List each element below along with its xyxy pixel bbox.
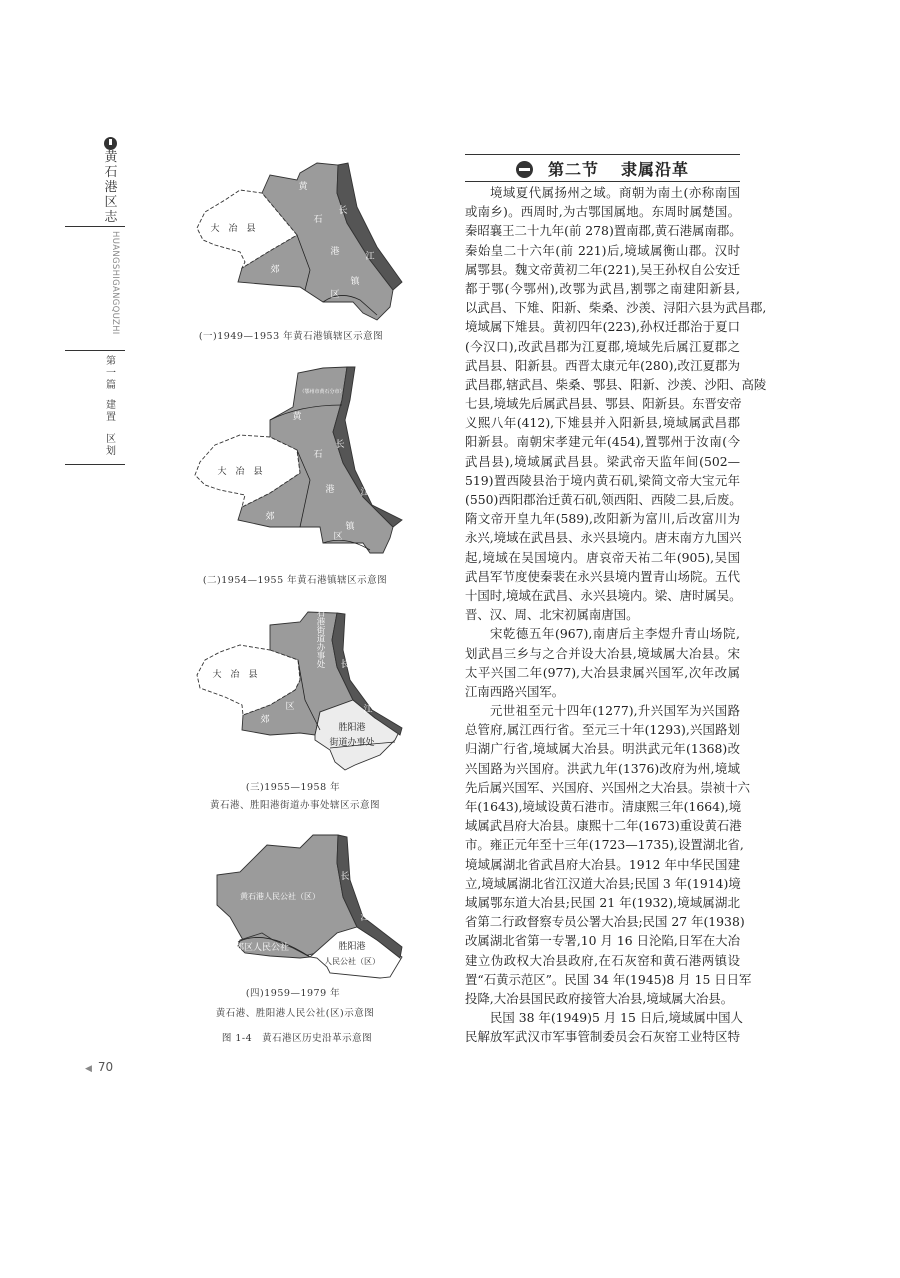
body-line: 民解放军武汉市军事管制委员会石灰窑工业特区特	[465, 1029, 740, 1045]
body-line: 起,境域在吴国境内。唐哀帝天祐二年(905),吴国	[465, 549, 740, 565]
map-1	[197, 163, 402, 320]
book-title-pinyin: HUANGSHIGANGQUZHI	[110, 231, 120, 335]
part-label: 第一篇	[106, 356, 116, 391]
map-label: 郊	[270, 265, 280, 275]
body-line: 永兴,境域在武昌县、永兴县境内。唐末南方九国兴	[465, 530, 742, 546]
map-2-caption: (二)1954—1955 年黄石港镇辖区示意图	[202, 575, 388, 586]
map-label: 区	[285, 702, 295, 712]
map-label: 黄	[298, 182, 308, 192]
book-title: 黄石港区志	[104, 150, 118, 225]
map-label: 黄	[292, 412, 302, 422]
body-line: 归湖广行省,境域属大冶县。明洪武元年(1368)改	[465, 741, 740, 757]
map-label: 胜阳港	[338, 723, 366, 733]
body-line: 元世祖至元十四年(1277),升兴国军为兴国路	[490, 703, 740, 719]
body-line: 总管府,属江西行省。至元三十年(1293),兴国路划	[465, 722, 740, 738]
body-line: 太平兴国二年(977),大冶县隶属兴国军,次年改属	[465, 664, 740, 680]
map-label: 港	[330, 247, 340, 257]
body-line: 先后属兴国军、兴国府、兴国州之大冶县。崇祯十六	[465, 779, 750, 795]
map-4-caption: (四)1959—1979 年	[245, 988, 341, 999]
map-label: 江	[363, 705, 373, 715]
map-label: 胜阳港	[338, 942, 366, 952]
body-line: 十国时,境域在武昌、永兴县境内。梁、唐时属吴。	[465, 587, 742, 603]
map-label: 大 冶 县	[217, 467, 263, 477]
body-line: (550)西阳郡治迁黄石矶,领西阳、西陵二县,后废。	[465, 492, 742, 507]
map-label: 黄石港人民公社（区）	[240, 892, 320, 901]
body-line: 秦昭襄王二十九年(前 278)置南郡,黄石港属南郡。	[465, 223, 742, 239]
body-line: (今汉口),改武昌郡为江夏郡,境域先后属江夏郡之	[465, 338, 740, 354]
body-line: 或南乡)。西周时,为古鄂国属地。东周时属楚国。	[465, 204, 740, 220]
body-line: 年(1643),境域设黄石港市。清康熙三年(1664),境	[465, 799, 742, 814]
body-line: 阳新县。南朝宋孝建元年(454),置鄂州于汝南(今	[465, 434, 740, 450]
body-line: 都于鄂(今鄂州),改鄂为武昌,割鄂之南建阳新县,	[465, 280, 740, 296]
map-label: 港	[325, 485, 335, 495]
body-line: 隋文帝开皇九年(589),改阳新为富川,后改富川为	[465, 511, 740, 527]
map-label: 区	[333, 532, 343, 542]
map-label: 长	[340, 660, 350, 670]
body-line: 秦始皇二十六年(前 221)后,境域属衡山郡。汉时	[465, 242, 740, 258]
body-line: 江南西路兴国军。	[465, 683, 565, 699]
map-3-caption: (三)1955—1958 年	[245, 782, 341, 793]
map-4-caption: 黄石港、胜阳港人民公社(区)示意图	[215, 1008, 375, 1019]
map-region-shengyang	[315, 700, 400, 770]
page-number	[85, 1060, 113, 1074]
map-2	[195, 367, 402, 553]
body-line: 武昌县),境域属武昌县。梁武帝天监年间(502—	[465, 453, 740, 469]
body-line: 域属武昌府大冶县。康熙十二年(1673)重设黄石港	[465, 818, 742, 834]
map-3	[197, 599, 402, 770]
map-label: 镇	[345, 522, 355, 532]
section-title: 隶属沿革	[621, 160, 690, 179]
map-label: 大 冶 县	[212, 670, 258, 680]
map-label: 郊区人民公社	[234, 943, 290, 953]
section-number: 第二节	[548, 160, 600, 179]
map-4	[217, 835, 402, 978]
body-line: 立,境域属湖北省江汉道大冶县;民国 3 年(1914)境	[465, 875, 741, 891]
body-line: 晋、汉、周、北宋初属南唐国。	[465, 607, 639, 623]
map-label: 长	[335, 440, 345, 450]
page-number-value: 70	[97, 1060, 114, 1074]
map-label: 长	[338, 206, 348, 216]
body-line: 投降,大冶县国民政府接管大冶县,境域属大冶县。	[465, 990, 734, 1006]
map-label: 石	[313, 450, 323, 460]
map-label: 郊	[265, 512, 275, 522]
body-line: 境域夏代属扬州之域。商朝为南土(亦称南国	[490, 185, 740, 200]
body-line: 519)置西陵县治于境内黄石矶,梁简文帝大宝元年	[465, 472, 740, 488]
body-line: 划武昌三乡与之合并设大冶县,境域属大冶县。宋	[465, 645, 740, 661]
map-label: 江	[360, 488, 370, 498]
body-line: 境域属湖北省武昌府大冶县。1912 年中华民国建	[465, 856, 740, 872]
body-line: 兴国路为兴国府。洪武九年(1376)改府为州,境域	[465, 760, 740, 776]
body-line: 境域属下雉县。黄初四年(223),孙权迁郡治于夏口	[465, 319, 740, 335]
page-back-arrow-icon: ◀	[85, 1064, 92, 1074]
body-line: 武昌军节度使秦裴在永兴县境内置青山场院。五代	[465, 568, 740, 584]
map-label: 郊	[260, 715, 270, 725]
map-label: 江	[365, 252, 375, 262]
body-line: 七县,境域先后属武昌县、鄂县、阳新县。东晋安帝	[465, 396, 742, 412]
chapter-label-2: 区划	[106, 434, 116, 457]
body-line: 置“石黄示范区”。民国 34 年(1945)8 月 15 日日军	[465, 971, 752, 987]
body-line: 武昌郡,辖武昌、柴桑、鄂县、阳新、沙羡、沙阳、高陵	[465, 376, 767, 392]
body-line: 义熙八年(412),下雉县并入阳新县,境域属武昌郡	[465, 415, 740, 431]
body-line: 市。雍正元年至十三年(1723—1735),设置湖北省,	[465, 837, 744, 853]
body-line: 宋乾德五年(967),南唐后主李煜升青山场院,	[490, 626, 740, 642]
body-line: 民国 38 年(1949)5 月 15 日后,境域属中国人	[490, 1010, 743, 1026]
map-label: 黄石港街道办事处	[315, 600, 325, 668]
map-label: 街道办事处	[329, 738, 375, 748]
body-line: 以武昌、下雉、阳新、柴桑、沙羡、浔阳六县为武昌郡,	[465, 300, 767, 316]
body-line: 改属湖北省第一专署,10 月 16 日沦陷,日军在大冶	[465, 933, 740, 949]
figure-caption: 图 1-4 黄石港区历史沿革示意图	[221, 1033, 373, 1044]
map-label: 大 冶 县	[210, 224, 256, 234]
map-label: 长	[340, 872, 350, 882]
body-line: 属鄂县。魏文帝黄初二年(221),吴王孙权自公安迁	[465, 261, 740, 277]
map-1-caption: (一)1949—1953 年黄石港镇辖区示意图	[198, 331, 384, 342]
map-label: 区	[330, 290, 340, 300]
body-line: 建立伪政权大冶县政府,在石灰窑和黄石港两镇设	[465, 952, 740, 968]
map-label: 江	[360, 913, 370, 923]
map-label: 人民公社（区）	[324, 957, 380, 966]
body-line: 武昌县、阳新县。西晋太康元年(280),改江夏郡为	[465, 357, 740, 373]
map-label: 石	[313, 215, 323, 225]
body-line: 省第二行政督察专员公署大冶县;民国 27 年(1938)	[465, 914, 745, 930]
map-label: 镇	[350, 277, 360, 287]
map-label: （鄂州市黄石分市）	[299, 389, 345, 395]
body-line: 域属鄂东道大冶县;民国 21 年(1932),境域属湖北	[465, 894, 740, 910]
chapter-label: 建置	[106, 400, 116, 423]
map-3-caption: 黄石港、胜阳港街道办事处辖区示意图	[209, 800, 381, 811]
